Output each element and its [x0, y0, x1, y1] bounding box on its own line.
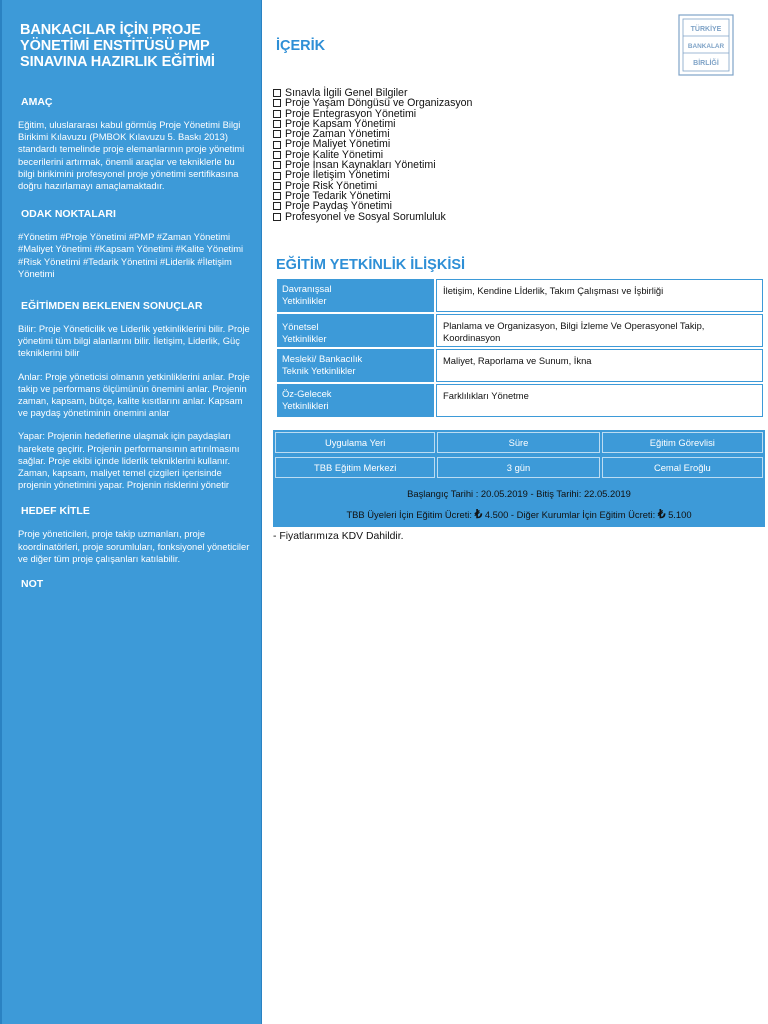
checkbox-icon [273, 151, 281, 159]
logo-line1: TÜRKİYE [690, 26, 722, 33]
competency-label: Yönetsel Yetkinlikler [277, 314, 434, 347]
place-header: Uygulama Yeri [275, 432, 435, 453]
competency-label: Davranışsal Yetkinlikler [277, 279, 434, 312]
checkbox-icon [273, 110, 281, 118]
checkbox-icon [273, 192, 281, 200]
date-range: Başlangıç Tarihi : 20.05.2019 - Bitiş Tarihi: 22.05.2019 [407, 488, 631, 499]
trainer-value: Cemal Eroğlu [602, 457, 763, 478]
duration-value: 3 gün [437, 457, 599, 478]
table-row [277, 349, 763, 382]
icerik-title: İÇERİK [276, 38, 326, 54]
fee-member-label: TBB Üyeleri İçin Eğitim Ücreti: [346, 509, 472, 520]
fee-separator: - Diğer Kurumlar İçin Eğitim Ücreti: [510, 509, 656, 520]
fee-member: 4.500 [484, 509, 509, 520]
amac-heading: AMAÇ [21, 96, 53, 108]
checkbox-icon [273, 89, 281, 97]
tbb-logo-mark [678, 14, 734, 76]
duration-header: Süre [437, 432, 599, 453]
logo-line3: BİRLİĞİ [693, 60, 719, 67]
checkbox-icon [273, 141, 281, 149]
competency-label: Öz-Gelecek Yetkinlikleri [277, 384, 434, 417]
list-item: Sınavla İlgili Genel Bilgiler [273, 88, 472, 98]
yetkinlik-title: EĞİTİM YETKİNLİK İLİŞKİSİ [276, 257, 466, 273]
fee-line [273, 507, 765, 521]
odak-text: #Yönetim #Proje Yönetimi #PMP #Zaman Yönetimi #Maliyet Yönetimi #Kapsam Yönetimi #Kalite Yönetimi #Risk Yönetimi #Tedarik Yönetimi #Liderlik #İletişim Yönetimi [18, 231, 244, 279]
checkbox-icon [273, 130, 281, 138]
competency-value: Planlama ve Organizasyon, Bilgi İzleme Ve Operasyonel Takip, Koordinasyon [436, 314, 763, 347]
competency-value: Maliyet, Raporlama ve Sunum, İkna [436, 349, 763, 382]
lira-icon: ₺ [657, 507, 666, 521]
list-item: Proje Kalite Yönetimi [273, 150, 472, 160]
fee-other: 5.100 [668, 509, 692, 520]
list-item: Proje Entegrasyon Yönetimi [273, 109, 472, 119]
hedef-heading: HEDEF KİTLE [21, 505, 90, 518]
trainer-header: Eğitim Görevlisi [602, 432, 763, 453]
checkbox-icon [273, 172, 281, 180]
competency-label: Mesleki/ Bankacılık Teknik Yetkinlikler [277, 349, 434, 382]
checkbox-icon [273, 161, 281, 169]
tbb-logo [678, 14, 734, 76]
list-item: Proje Tedarik Yönetimi [273, 191, 472, 201]
checkbox-icon [273, 120, 281, 128]
info-value-row [273, 457, 765, 478]
sonuc-anlar: Anlar: Proje yöneticisi olmanın yetkinliklerini anlar. Proje takip ve performans ölçümünün önemini anlar. Projenin zaman, kapsam, bütçe, kalite kısıtlarını anlar. Kapsam ve paydaş yönetiminin önemini anlar [18, 370, 250, 419]
table-row [277, 384, 763, 417]
sonuc-heading: EĞİTİMDEN BEKLENEN SONUÇLAR [21, 300, 203, 313]
checkbox-icon [273, 182, 281, 190]
checkbox-icon [273, 213, 281, 221]
topic-list [273, 88, 472, 222]
info-header-row [273, 432, 765, 453]
list-item: Proje Maliyet Yönetimi [273, 139, 472, 149]
competency-table [275, 277, 765, 419]
odak-heading: ODAK NOKTALARI [21, 208, 116, 221]
sonuc-bilir: Bilir: Proje Yöneticilik ve Liderlik yetkinliklerini bilir. Proje yönetimi tüm bilgi alanlarını bilir. İletişim, Liderlik, Güç tekniklerini bilir [18, 323, 250, 359]
list-item: Proje Yaşam Döngüsü ve Organizasyon [273, 98, 472, 108]
checkbox-icon [273, 202, 281, 210]
sonuc-text [18, 323, 253, 491]
table-row [277, 279, 763, 312]
competency-value: İletişim, Kendine Lİderlik, Takım Çalışması ve İşbirliği [436, 279, 763, 312]
list-item: Proje İnsan Kaynakları Yönetimi [273, 160, 472, 170]
document-title: BANKACILAR İÇİN PROJE YÖNETİMİ ENSTİTÜSÜ PMP SINAVINA HAZIRLIK EĞİTİMİ [20, 22, 215, 70]
list-item: Proje Paydaş Yönetimi [273, 201, 472, 211]
place-value: TBB Eğitim Merkezi [275, 457, 435, 478]
not-heading: NOT [21, 578, 44, 591]
list-item: Proje Kapsam Yönetimi [273, 119, 472, 129]
list-item: Proje Zaman Yönetimi [273, 129, 472, 139]
list-item: Proje İletişim Yönetimi [273, 170, 472, 180]
lira-icon: ₺ [474, 507, 483, 521]
competency-value: Farklılıkları Yönetme [436, 384, 763, 417]
hedef-text: Proje yöneticileri, proje takip uzmanları, proje koordinatörleri, proje sorumluları, fonksiyonel yöneticiler ve diğer tüm proje çalışanları katılabilir. [18, 528, 250, 564]
training-info-box [273, 430, 765, 527]
logo-line2: BANKALAR [687, 43, 725, 50]
sonuc-yapar: Yapar: Projenin hedeflerine ulaşmak için paydaşları harekete geçirir. Projenin performansının artırılmasını sağlar. Proje ekibi içinde liderlik tekniklerini kullanır. Zaman, kapsam, maliyet temel çizgileri içerisinde projenin yönetimini yapar. Projenin risklerini yönetir [18, 430, 240, 491]
amac-text: Eğitim, uluslararası kabul görmüş Proje Yönetimi Bilgi Birikimi Kılavuzu (PMBOK Kılavuzu 5. Baskı 2013) standardı temelinde proje elemanlarının proje yönetimi becerilerini artırmak, önemli araçlar ve tekniklerle bu bilgi birikimini profesyonel proje yönetimi sertifikasına doğru hazırlamayı amaçlamaktadır. [18, 119, 245, 192]
list-item: Profesyonel ve Sosyal Sorumluluk [273, 212, 472, 222]
checkbox-icon [273, 99, 281, 107]
sidebar [0, 0, 262, 1024]
list-item: Proje Risk Yönetimi [273, 181, 472, 191]
vat-note: - Fiyatlarımıza KDV Dahildir. [273, 531, 404, 542]
table-row [277, 314, 763, 347]
